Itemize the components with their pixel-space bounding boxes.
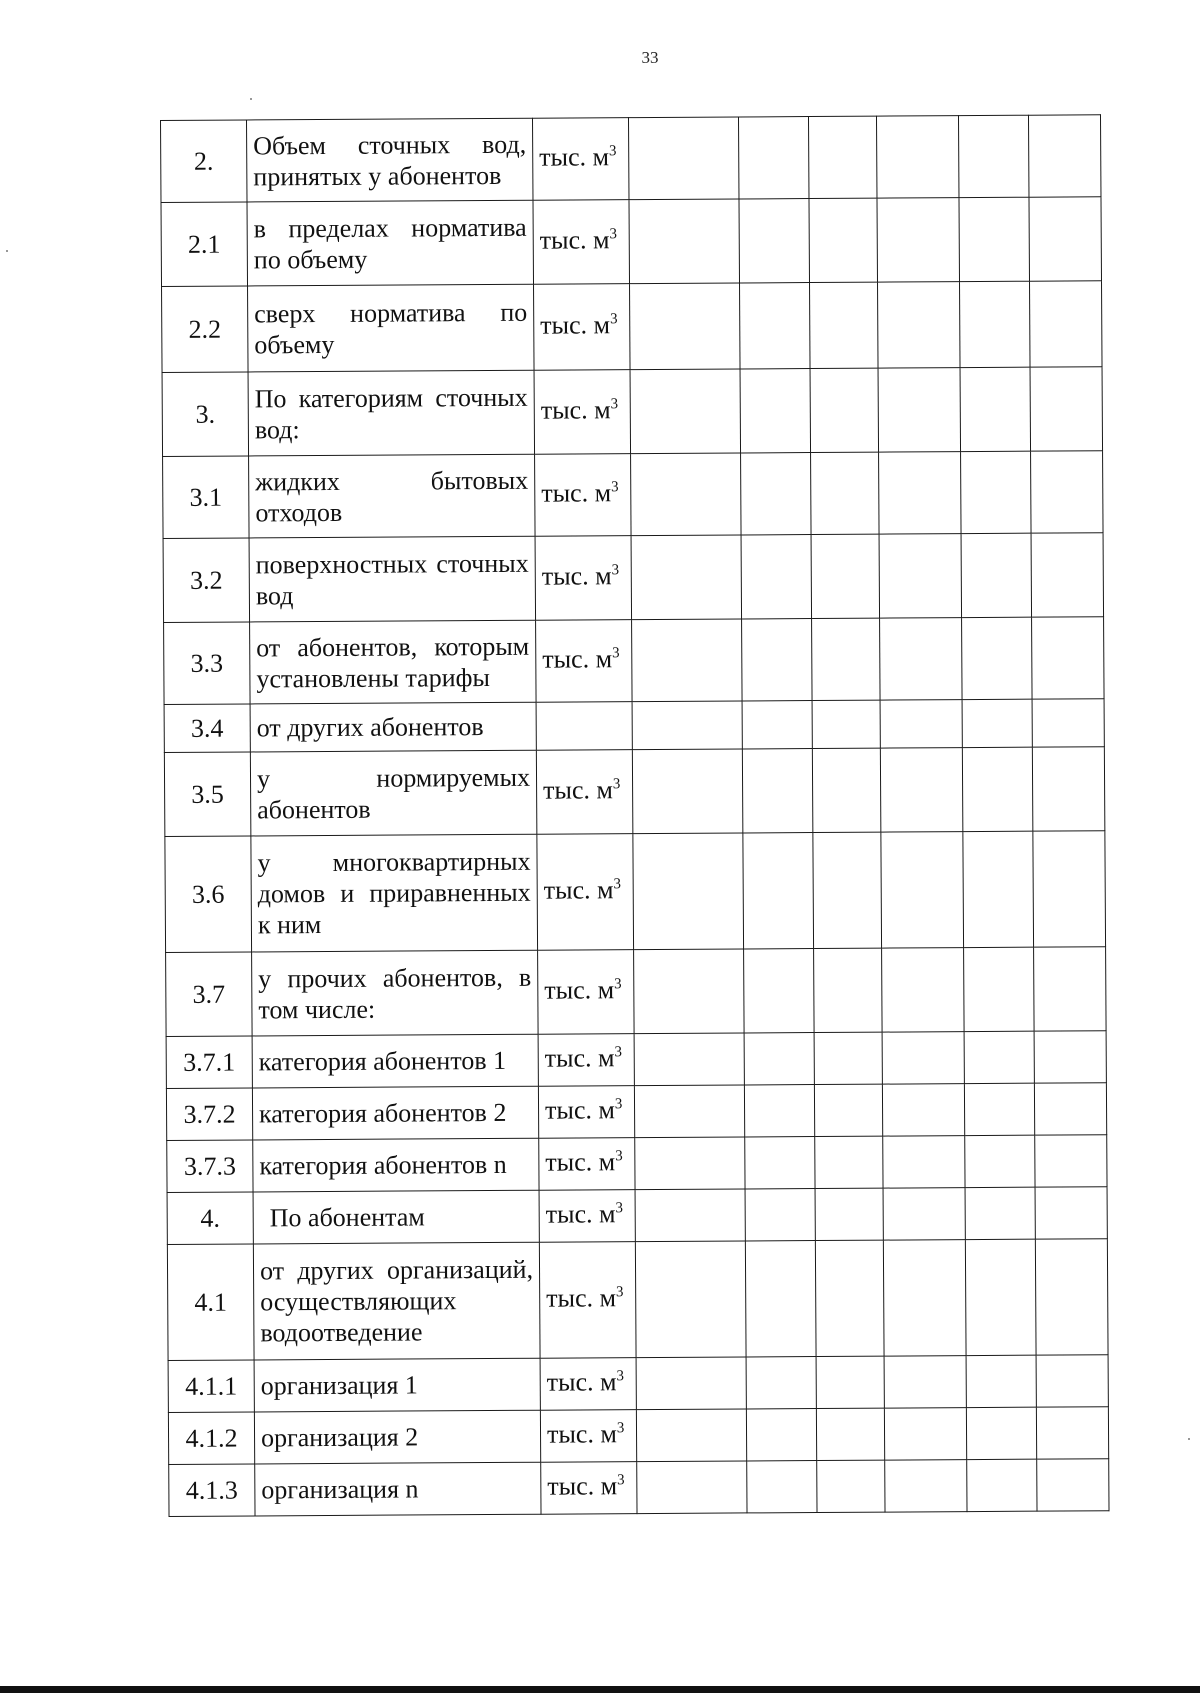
- row-name: от других абонентов: [250, 702, 536, 752]
- row-unit: [532, 118, 628, 201]
- unit-superscript: 3: [614, 1095, 623, 1112]
- value-cell: [960, 281, 1031, 367]
- value-cell: [1031, 451, 1103, 533]
- value-cell: [634, 949, 745, 1034]
- row-unit: [541, 1462, 637, 1515]
- value-cell: [635, 1241, 746, 1358]
- unit-label: тыс. м: [546, 1418, 617, 1449]
- value-cell: [740, 369, 811, 453]
- value-cell: [965, 1239, 1036, 1355]
- value-cell: [1034, 1031, 1106, 1083]
- value-cell: [1035, 1239, 1108, 1355]
- value-cell: [879, 534, 962, 618]
- value-cell: [742, 701, 812, 749]
- value-cell: [813, 832, 882, 948]
- unit-label: тыс. м: [540, 394, 611, 425]
- value-cell: [634, 1033, 744, 1086]
- row-name: организация 2: [254, 1410, 540, 1464]
- row-number: 4.1.1: [168, 1360, 254, 1413]
- value-cell: [880, 700, 962, 749]
- value-cell: [629, 199, 740, 284]
- value-cell: [967, 1459, 1037, 1511]
- unit-superscript: 3: [611, 561, 620, 578]
- value-cell: [741, 453, 811, 535]
- row-number: 3.: [162, 372, 249, 457]
- value-cell: [810, 368, 879, 452]
- row-number: 3.7.3: [167, 1140, 253, 1193]
- row-name: категория абонентов n: [253, 1138, 539, 1192]
- row-number: 3.4: [164, 704, 250, 753]
- report-body: [161, 115, 1110, 1517]
- report-sheet: [160, 114, 1110, 1517]
- report-table: [160, 114, 1110, 1517]
- value-cell: [812, 700, 880, 748]
- unit-superscript: 3: [616, 1419, 625, 1436]
- row-unit: [534, 370, 631, 455]
- unit-label: тыс. м: [540, 309, 611, 340]
- value-cell: [966, 1355, 1036, 1407]
- row-unit: [536, 702, 632, 751]
- value-cell: [960, 367, 1031, 451]
- bottom-rule: [0, 1686, 1200, 1693]
- unit-superscript: 3: [613, 875, 622, 892]
- value-cell: [1032, 617, 1104, 699]
- value-cell: [880, 618, 962, 700]
- row-number: 3.7: [166, 952, 253, 1037]
- row-name: По категориям сточных вод:: [248, 370, 535, 456]
- value-cell: [877, 198, 960, 282]
- value-cell: [964, 1083, 1034, 1135]
- value-cell: [812, 748, 881, 832]
- unit-label: тыс. м: [542, 643, 613, 674]
- value-cell: [746, 1409, 816, 1461]
- value-cell: [1029, 197, 1102, 281]
- value-cell: [1035, 1135, 1107, 1187]
- value-cell: [884, 1408, 966, 1461]
- value-cell: [962, 747, 1033, 831]
- row-unit: [536, 750, 633, 835]
- table-row: [164, 747, 1104, 837]
- unit-superscript: 3: [614, 975, 622, 992]
- value-cell: [808, 116, 876, 198]
- value-cell: [738, 117, 808, 199]
- row-unit: [539, 1242, 636, 1359]
- value-cell: [1034, 1083, 1106, 1135]
- table-row: [163, 533, 1103, 623]
- value-cell: [739, 199, 810, 283]
- row-name: у прочих абонентов, в том числе:: [252, 950, 539, 1036]
- table-row: [167, 1239, 1108, 1361]
- value-cell: [628, 117, 738, 200]
- value-cell: [1036, 1355, 1108, 1407]
- table-row: [164, 699, 1104, 753]
- value-cell: [636, 1409, 746, 1462]
- row-unit: [540, 1410, 636, 1463]
- row-unit: [535, 536, 632, 621]
- value-cell: [963, 831, 1034, 947]
- unit-superscript: 3: [608, 142, 617, 159]
- unit-label: тыс. м: [543, 774, 614, 805]
- value-cell: [744, 1033, 814, 1085]
- row-name: По абонентам: [253, 1190, 539, 1244]
- value-cell: [817, 1460, 885, 1512]
- row-name: категория абонентов 1: [252, 1034, 538, 1088]
- unit-superscript: 3: [611, 478, 619, 495]
- value-cell: [632, 701, 742, 750]
- row-number: 4.1.2: [168, 1412, 254, 1465]
- value-cell: [814, 1032, 882, 1084]
- value-cell: [742, 749, 813, 833]
- unit-superscript: 3: [609, 225, 618, 242]
- value-cell: [1034, 947, 1107, 1031]
- value-cell: [884, 1356, 966, 1409]
- value-cell: [631, 535, 742, 620]
- value-cell: [958, 115, 1028, 197]
- value-cell: [878, 282, 961, 368]
- value-cell: [809, 198, 878, 282]
- table-row: [161, 115, 1101, 203]
- value-cell: [635, 1137, 745, 1190]
- row-unit: [538, 950, 635, 1035]
- row-unit: [537, 834, 634, 951]
- table-row: [166, 1031, 1106, 1089]
- value-cell: [959, 197, 1030, 281]
- value-cell: [742, 619, 812, 701]
- value-cell: [964, 947, 1035, 1031]
- row-unit: [540, 1358, 636, 1411]
- value-cell: [630, 283, 741, 370]
- table-row: [169, 1459, 1109, 1517]
- table-row: [164, 617, 1104, 705]
- value-cell: [810, 282, 879, 368]
- value-cell: [632, 619, 742, 702]
- value-cell: [961, 451, 1031, 533]
- unit-label: тыс. м: [544, 1042, 615, 1073]
- unit-label: тыс. м: [544, 1094, 615, 1125]
- value-cell: [635, 1189, 745, 1242]
- row-name: категория абонентов 2: [252, 1086, 538, 1140]
- value-cell: [745, 1137, 815, 1189]
- row-number: 2.: [161, 120, 247, 203]
- value-cell: [1030, 367, 1103, 451]
- row-name: поверхностных сточных вод: [249, 536, 536, 622]
- value-cell: [744, 949, 815, 1033]
- value-cell: [632, 749, 743, 834]
- row-number: 4.1: [167, 1244, 254, 1361]
- table-row: [162, 281, 1103, 373]
- value-cell: [740, 283, 811, 369]
- value-cell: [964, 1031, 1034, 1083]
- unit-superscript: 3: [610, 395, 619, 412]
- row-number: 4.1.3: [169, 1464, 255, 1517]
- row-unit: [535, 454, 631, 537]
- unit-label: тыс. м: [546, 1366, 617, 1397]
- row-number: 3.7.1: [166, 1036, 252, 1089]
- value-cell: [961, 533, 1032, 617]
- table-row: [168, 1407, 1108, 1465]
- value-cell: [962, 699, 1032, 747]
- row-name: сверх норматива по объему: [248, 284, 535, 372]
- row-number: 4.: [167, 1192, 253, 1245]
- scan-speck: [6, 250, 8, 252]
- unit-label: тыс. м: [541, 477, 612, 508]
- value-cell: [814, 948, 883, 1032]
- row-name: организация 1: [254, 1358, 540, 1412]
- value-cell: [633, 833, 744, 950]
- value-cell: [812, 618, 880, 700]
- unit-superscript: 3: [616, 1367, 625, 1384]
- value-cell: [816, 1356, 884, 1408]
- value-cell: [962, 617, 1032, 699]
- unit-label: тыс. м: [547, 1470, 618, 1501]
- table-row: [168, 1355, 1108, 1413]
- value-cell: [630, 369, 741, 454]
- table-row: [167, 1135, 1107, 1193]
- value-cell: [965, 1187, 1035, 1239]
- row-name: в пределах норматива по объему: [247, 200, 534, 286]
- value-cell: [881, 832, 964, 948]
- row-number: 3.3: [164, 622, 250, 705]
- unit-label: тыс. м: [539, 141, 610, 172]
- unit-label: тыс. м: [541, 560, 612, 591]
- row-number: 2.2: [162, 286, 249, 373]
- row-name: у многоквартирных домов и приравненных к ним: [251, 834, 538, 952]
- row-unit: [539, 1190, 635, 1243]
- row-name: жидких бытовых отходов: [249, 454, 535, 538]
- row-number: 3.2: [163, 538, 250, 623]
- value-cell: [876, 116, 958, 198]
- value-cell: [1035, 1187, 1107, 1239]
- value-cell: [1036, 1407, 1108, 1459]
- value-cell: [1032, 699, 1104, 747]
- value-cell: [880, 748, 963, 832]
- value-cell: [882, 1084, 964, 1136]
- unit-superscript: 3: [615, 1147, 623, 1164]
- unit-superscript: 3: [612, 644, 620, 661]
- value-cell: [815, 1240, 884, 1356]
- page-number: 33: [641, 48, 659, 67]
- value-cell: [882, 948, 965, 1032]
- unit-label: тыс. м: [543, 874, 614, 905]
- value-cell: [814, 1084, 882, 1136]
- table-row: [166, 1083, 1106, 1141]
- row-name: организация n: [255, 1462, 541, 1516]
- value-cell: [1037, 1459, 1109, 1511]
- value-cell: [883, 1188, 965, 1240]
- value-cell: [811, 534, 880, 618]
- value-cell: [816, 1408, 884, 1460]
- unit-label: тыс. м: [545, 1146, 616, 1177]
- row-name: Объем сточных вод, принятых у абонентов: [247, 118, 533, 202]
- row-number: 3.5: [164, 752, 251, 837]
- value-cell: [634, 1085, 744, 1138]
- value-cell: [743, 833, 814, 949]
- value-cell: [882, 1032, 964, 1084]
- unit-superscript: 3: [614, 1043, 623, 1060]
- value-cell: [879, 452, 961, 534]
- value-cell: [815, 1136, 883, 1188]
- unit-superscript: 3: [610, 310, 618, 327]
- value-cell: [1031, 533, 1104, 617]
- row-name: от других организаций, осуществляющих водоотведение: [253, 1242, 540, 1360]
- row-unit: [533, 200, 630, 285]
- table-row: [165, 831, 1106, 953]
- value-cell: [885, 1460, 967, 1513]
- row-name: у нормируемых абонентов: [250, 750, 537, 836]
- value-cell: [878, 368, 961, 452]
- value-cell: [883, 1240, 966, 1356]
- value-cell: [1028, 115, 1100, 197]
- value-cell: [1033, 831, 1106, 947]
- row-number: 3.1: [163, 456, 249, 539]
- value-cell: [746, 1357, 816, 1409]
- value-cell: [966, 1407, 1036, 1459]
- value-cell: [637, 1461, 747, 1514]
- value-cell: [815, 1188, 883, 1240]
- table-row: [163, 451, 1103, 539]
- unit-label: тыс. м: [539, 224, 610, 255]
- row-unit: [538, 1034, 634, 1087]
- unit-superscript: 3: [615, 1199, 624, 1216]
- value-cell: [745, 1189, 815, 1241]
- row-number: 2.1: [161, 202, 248, 287]
- table-row: [166, 947, 1106, 1037]
- unit-superscript: 3: [612, 775, 621, 792]
- row-unit: [536, 620, 632, 703]
- row-name: от абонентов, которым установлены тарифы: [250, 620, 536, 704]
- unit-superscript: 3: [615, 1283, 624, 1300]
- value-cell: [636, 1357, 746, 1410]
- value-cell: [741, 535, 812, 619]
- value-cell: [744, 1085, 814, 1137]
- row-number: 3.6: [165, 836, 252, 953]
- table-row: [167, 1187, 1107, 1245]
- value-cell: [965, 1135, 1035, 1187]
- value-cell: [631, 453, 741, 536]
- unit-label: тыс. м: [544, 974, 615, 1005]
- table-row: [161, 197, 1101, 287]
- row-unit: [534, 284, 631, 371]
- row-unit: [538, 1086, 634, 1139]
- scan-speck: [250, 98, 252, 100]
- value-cell: [883, 1136, 965, 1188]
- unit-superscript: 3: [617, 1471, 625, 1488]
- value-cell: [811, 452, 879, 534]
- row-number: 3.7.2: [166, 1088, 252, 1141]
- scan-speck: [1188, 1438, 1190, 1440]
- unit-label: тыс. м: [545, 1198, 616, 1229]
- row-unit: [539, 1138, 635, 1191]
- value-cell: [1030, 281, 1103, 367]
- value-cell: [1032, 747, 1105, 831]
- value-cell: [745, 1241, 816, 1357]
- table-row: [162, 367, 1102, 457]
- value-cell: [747, 1461, 817, 1513]
- unit-label: тыс. м: [546, 1282, 617, 1313]
